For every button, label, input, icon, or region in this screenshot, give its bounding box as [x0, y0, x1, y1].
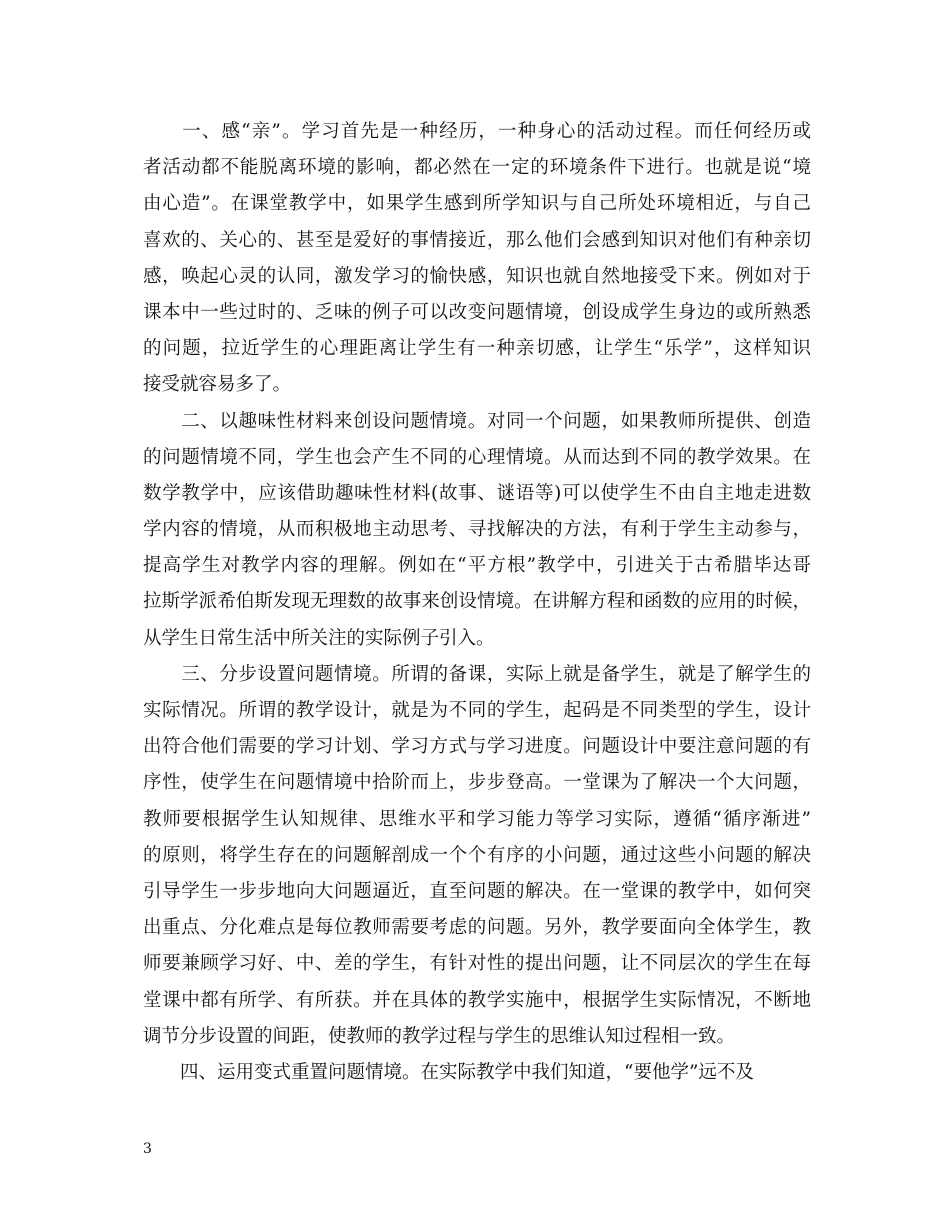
text-line: 堂课中都有所学、有所获。并在具体的教学实施中，根据学生实际情况，不断地: [143, 989, 811, 1011]
text-line: 四、运用变式重置问题情境。在实际教学中我们知道，“要他学”远不及: [143, 1061, 754, 1083]
text-line: 的问题情境不同，学生也会产生不同的心理情境。从而达到不同的教学效果。在: [143, 446, 811, 468]
body-text: [143, 114, 811, 1091]
text-line: 教师要根据学生认知规律、思维水平和学习能力等学习实际，遵循“循序渐进”: [143, 808, 811, 830]
page-number: 3: [143, 1141, 152, 1157]
text-line: 的问题，拉近学生的心理距离让学生有一种亲切感，让学生“乐学”，这样知识: [143, 338, 811, 360]
text-line: 学内容的情境，从而积极地主动思考、寻找解决的方法，有利于学生主动参与，: [143, 519, 811, 541]
text-line: 师要兼顾学习好、中、差的学生，有针对性的提出问题，让不同层次的学生在每: [143, 953, 811, 975]
text-line: 从学生日常生活中所关注的实际例子引入。: [143, 627, 495, 649]
text-line: 调节分步设置的间距，使教师的教学过程与学生的思维认知过程相一致。: [143, 1025, 736, 1047]
text-line: 序性，使学生在问题情境中拾阶而上，步步登高。一堂课为了解决一个大问题，: [143, 772, 811, 794]
text-line: 由心造”。在课堂教学中，如果学生感到所学知识与自己所处环境相近，与自己: [143, 193, 811, 215]
text-line: 提高学生对教学内容的理解。例如在“平方根”教学中，引进关于古希腊毕达哥: [143, 555, 811, 577]
text-line: 感，唤起心灵的认同，激发学习的愉快感，知识也就自然地接受下来。例如对于: [143, 265, 811, 287]
text-line: 实际情况。所谓的教学设计，就是为不同的学生，起码是不同类型的学生，设计: [143, 700, 811, 721]
text-line: 的原则，将学生存在的问题解剖成一个个有序的小问题，通过这些小问题的解决: [143, 844, 811, 866]
text-line: 一、感“亲”。学习首先是一种经历，一种身心的活动过程。而任何经历或: [143, 121, 811, 142]
text-line: 引导学生一步步地向大问题逼近，直至问题的解决。在一堂课的教学中，如何突: [143, 880, 811, 902]
text-line: 喜欢的、关心的、甚至是爱好的事情接近，那么他们会感到知识对他们有种亲切: [143, 229, 811, 251]
text-line: 拉斯学派希伯斯发现无理数的故事来创设情境。在讲解方程和函数的应用的时候，: [143, 591, 811, 613]
text-line: 出重点、分化难点是每位教师需要考虑的问题。另外，教学要面向全体学生，教: [143, 917, 811, 939]
text-line: 接受就容易多了。: [143, 374, 292, 396]
text-line: 三、分步设置问题情境。所谓的备课，实际上就是备学生，就是了解学生的: [143, 663, 811, 685]
text-line: 者活动都不能脱离环境的影响，都必然在一定的环境条件下进行。也就是说“境: [143, 157, 811, 179]
text-line: 数学教学中，应该借助趣味性材料(故事、谜语等)可以使学生不由自主地走进数: [143, 482, 811, 504]
text-line: 出符合他们需要的学习计划、学习方式与学习进度。问题设计中要注意问题的有: [143, 736, 811, 758]
text-line: 二、以趣味性材料来创设问题情境。对同一个问题，如果教师所提供、创造: [143, 410, 811, 432]
text-line: 课本中一些过时的、乏味的例子可以改变问题情境，创设成学生身边的或所熟悉: [143, 301, 811, 323]
